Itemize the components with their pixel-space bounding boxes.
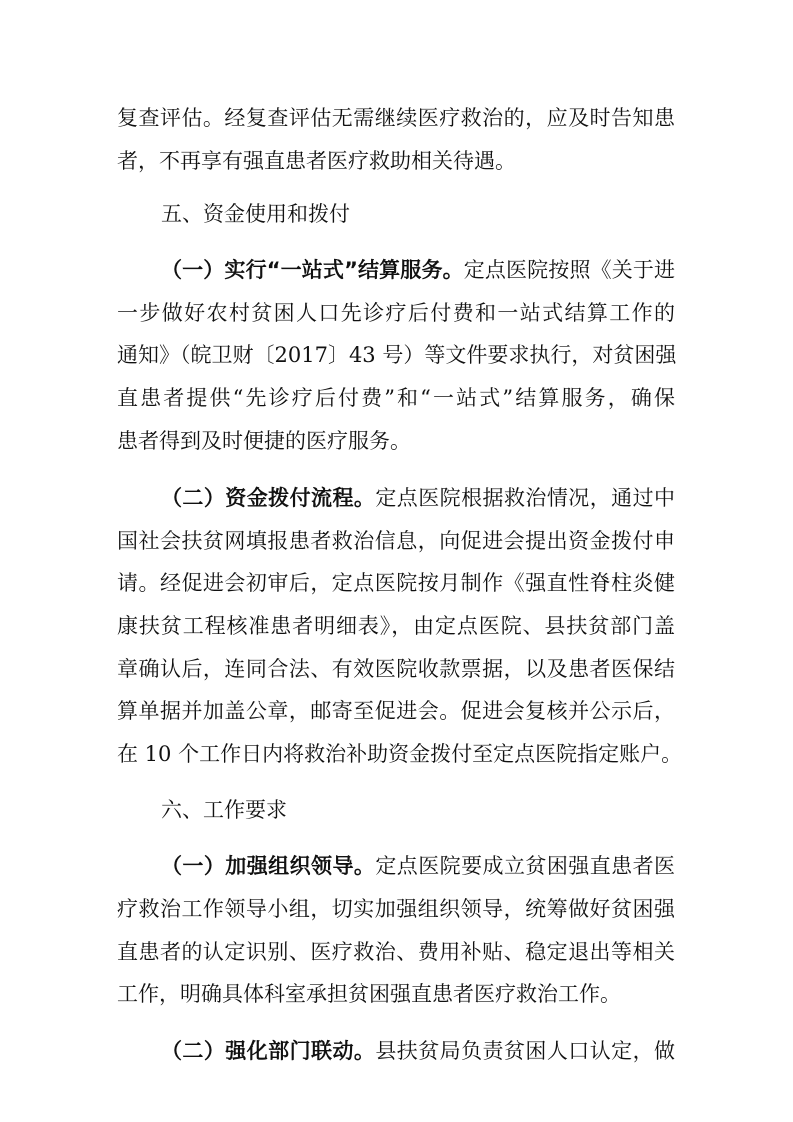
paragraph-line: 者，不再享有强直患者医疗救助相关待遇。 (117, 149, 516, 173)
paragraph-lead: （一）加强组织领导。 (161, 854, 376, 878)
paragraph-lead: （一）实行“一站式”结算服务。 (161, 258, 464, 282)
paragraph-line: 直患者提供“先诊疗后付费”和“一站式”结算服务，确保 (117, 386, 675, 410)
paragraph-line: 通知》（皖卫财〔2017〕43 号）等文件要求执行，对贫困强 (117, 343, 677, 367)
paragraph-line: 一步做好农村贫困人口先诊疗后付费和一站式结算工作的 (117, 301, 675, 325)
paragraph-line: 章确认后，连同合法、有效医院收款票据，以及患者医保结 (117, 657, 675, 681)
paragraph-line: 复查评估。经复查评估无需继续医疗救治的，应及时告知患 (117, 106, 675, 130)
paragraph-line (161, 856, 675, 877)
paragraph-lead: （二）强化部门联动。 (161, 1039, 376, 1063)
paragraph-line: 康扶贫工程核准患者明细表》，由定点医院、县扶贫部门盖 (117, 614, 675, 638)
section-heading: 六、工作要求 (161, 798, 287, 822)
paragraph-line: 国社会扶贫网填报患者救治信息，向促进会提出资金拨付申 (117, 529, 675, 553)
paragraph-line: 请。经促进会初审后，定点医院按月制作《强直性脊柱炎健 (117, 571, 675, 595)
paragraph-line (161, 488, 675, 509)
paragraph-line: 患者得到及时便捷的医疗服务。 (117, 429, 411, 453)
paragraph-text: 县扶贫局负责贫困人口认定，做 (375, 1039, 676, 1063)
paragraph-line: 算单据并加盖公章，邮寄至促进会。促进会复核并公示后， (117, 699, 675, 723)
paragraph-line (161, 260, 675, 281)
paragraph-line: 工作，明确具体科室承担贫困强直患者医疗救治工作。 (117, 982, 621, 1006)
paragraph-lead: （二）资金拨付流程。 (161, 486, 376, 510)
paragraph-line: 直患者的认定识别、医疗救治、费用补贴、稳定退出等相关 (117, 940, 675, 964)
paragraph-line: 疗救治工作领导小组，切实加强组织领导，统筹做好贫困强 (117, 897, 675, 921)
paragraph-line (161, 1041, 675, 1062)
paragraph-line: 在 10 个工作日内将救治补助资金拨付至定点医院指定账户。 (117, 742, 683, 766)
paragraph-text: 定点医院根据救治情况，通过中 (375, 486, 676, 510)
paragraph-text: 定点医院要成立贫困强直患者医 (375, 854, 676, 878)
section-heading: 五、资金使用和拨付 (161, 202, 350, 226)
paragraph-text: 定点医院按照《关于进 (463, 258, 676, 282)
